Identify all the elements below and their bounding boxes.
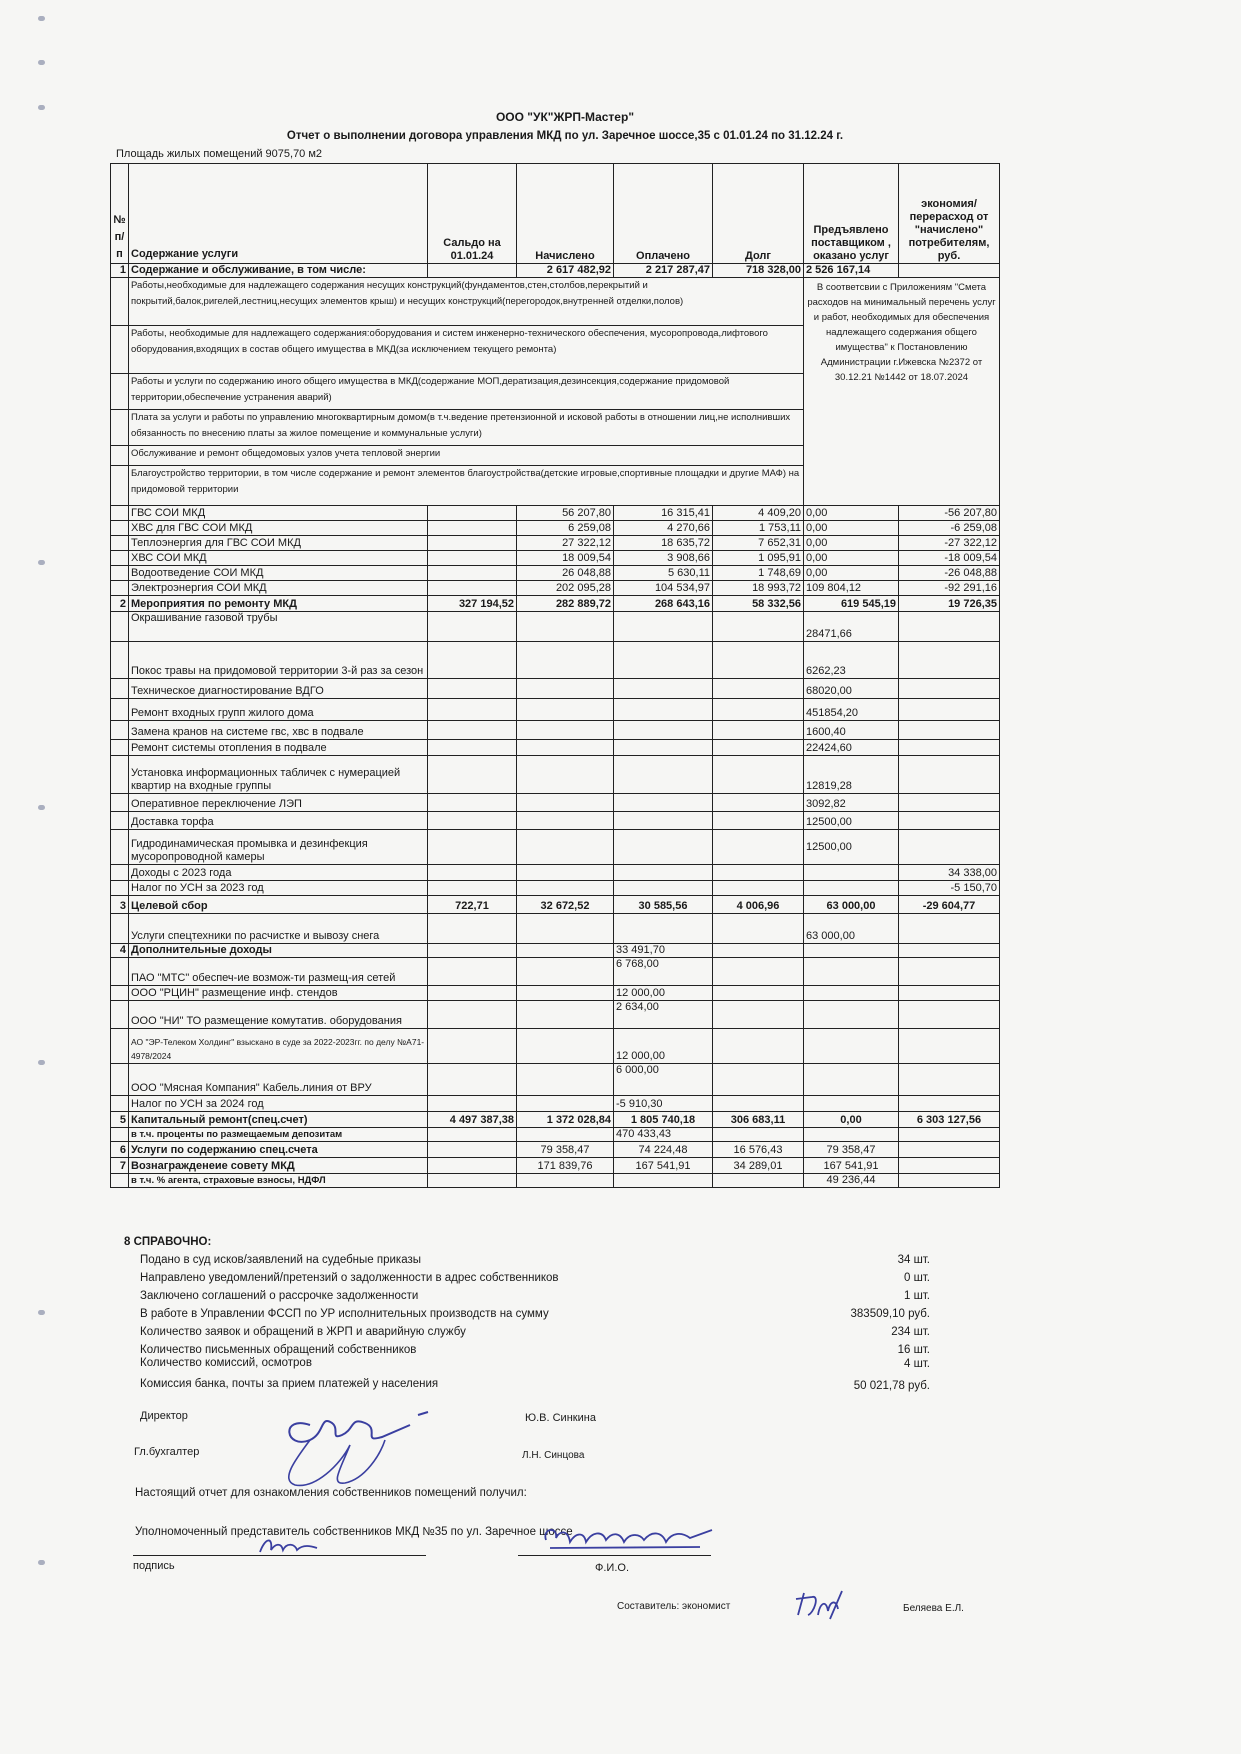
row-name: Дополнительные доходы xyxy=(129,944,428,958)
row-name: Мероприятия по ремонту МКД xyxy=(129,596,428,612)
table-row: ХВС для ГВС СОИ МКД 6 259,08 4 270,66 1 753,11 0,00 -6 259,08 xyxy=(111,521,1000,536)
compiler-signature xyxy=(790,1585,850,1625)
table-row: Доходы с 2023 года 34 338,00 xyxy=(111,865,1000,881)
table-row: Электроэнергия СОИ МКД 202 095,28 104 534,97 18 993,72 109 804,12 -92 291,16 xyxy=(111,581,1000,596)
row-name: Капитальный ремонт(спец.счет) xyxy=(129,1112,428,1128)
table-row: Водоотведение СОИ МКД 26 048,88 5 630,11 1 748,69 0,00 -26 048,88 xyxy=(111,566,1000,581)
table-row: ПАО "МТС" обеспеч-ие возмож-ти размещ-ия сетей 6 768,00 xyxy=(111,958,1000,986)
table-row: ООО "НИ" ТО размещение комутатив. оборудования 2 634,00 xyxy=(111,1001,1000,1029)
table-row: Гидродинамическая промывка и дезинфекция мусоропроводной камеры 12500,00 xyxy=(111,830,1000,865)
fio-label: Ф.И.О. xyxy=(595,1562,629,1574)
table-row: Теплоэнергия для ГВС СОИ МКД 27 322,12 18 635,72 7 652,31 0,00 -27 322,12 xyxy=(111,536,1000,551)
owner-fio-handwriting xyxy=(540,1520,720,1556)
work-item: Благоустройство территории, в том числе содержание и ремонт элементов благоустройства(детские игровые,спортивные площадки и другие МАФ) на придомовой территории xyxy=(129,466,804,506)
col-header-service: Содержание услуги xyxy=(129,164,428,264)
table-row: 7 Вознагражденеие совету МКД 171 839,76 167 541,91 34 289,01 167 541,91 xyxy=(111,1158,1000,1174)
table-row: 2 Мероприятия по ремонту МКД 327 194,52 282 889,72 268 643,16 58 332,56 619 545,19 19 726,35 xyxy=(111,596,1000,612)
scan-speck xyxy=(38,1060,45,1065)
table-row: 1 Содержание и обслуживание, в том числе: 2 617 482,92 2 217 287,47 718 328,00 2 526 167,14 xyxy=(111,264,1000,278)
report-table xyxy=(110,163,1000,1188)
table-row xyxy=(111,278,1000,326)
work-item: Работы и услуги по содержанию иного общего имущества в МКД(содержание МОП,дератизация,дезинсекция,содержание придомовой территории,обеспечение устранения аварий) xyxy=(129,374,804,410)
scan-speck xyxy=(38,1560,45,1565)
row-name: Услуги по содержанию спец.счета xyxy=(129,1142,428,1158)
table-row: в т.ч. проценты по размещаемым депозитам 470 433,43 xyxy=(111,1128,1000,1142)
table-row: Окрашивание газовой трубы 28471,66 xyxy=(111,612,1000,642)
table-row: ХВС СОИ МКД 18 009,54 3 908,66 1 095,91 0,00 -18 009,54 xyxy=(111,551,1000,566)
owner-signature xyxy=(255,1530,325,1560)
report-page: ООО "УК"ЖРП-Мастер" Отчет о выполнении договора управления МКД по ул. Заречное шоссе,35 с 01.01.24 по 31.12.24 г. Площадь жилых помещений 9075,70 м2 № п/п Содержание услуги Сальдо на 01.01.24 Начислено Оплачено Долг Предъявлено поставщиком , оказано услуг экономия/перерасход от "начислено" потребителям, руб. 1 Содержание и обслуживание, в том числе: 2 617 482,92 2 217 287,47 718 328,00 2 526 167,14 Работы,необходимые для надлежащего содержания несущих конструкций(фундаментов,стен,столбов,перекрытий и покрытий,балок,ригелей,лестниц,несущих элементов крыш) и несущих конструкций(перегородок,внутренней отделки,полов) В соответсвии с Приложениям "Смета расходов на минимальный перечень услуг и работ, необходимых для обеспечения надлежащего содержания общего имущества" к Постановлению Администрации г.Ижевска №2372 от 30.12.21 №1442 от 18.07.2024 Работы, необходимые для надлежащего содержания:оборудования и систем инженерно-технического обеспечения, мусоропровода,лифтового оборудования,входящих в состав общего имущества в МКД(за исключением текущего ремонта) Работы и услуги по содержанию иного общего имущества в МКД(содержание МОП,дератизация,дезинсекция,содержание придомовой территории,обеспечение устранения аварий) Плата за услуги и работы по управлению многоквартирным домом(в т.ч.ведение претензионной и исковой работы в отношении лиц,не исполнивших обязанность по внесению платы за жилое помещение и коммунальные услуги) Обслуживание и ремонт общедомовых узлов учета тепловой энергии Благоустройство территории, в том числе содержание и ремонт элементов благоустройства(детские игровые,спортивные площадки и другие МАФ) на придомовой территории ГВС СОИ МКД 56 207,80 16 315,41 4 409,20 0,00 -56 207,80 ХВС для ГВС СОИ МКД 6 259,08 4 270,66 1 753,11 0,00 -6 259,08 Теплоэнергия для ГВС СОИ МКД 27 322,12 18 635,72 7 652,31 0,00 -27 322,12 ХВС СОИ МКД 18 009,54 3 908,66 1 095,91 0,00 -18 009,54 Водоотведение СОИ МКД 26 048,88 5 630,11 1 748,69 0,00 -26 048,88 Электроэнергия СОИ МКД 202 095,28 104 534,97 18 993,72 109 804,12 -92 291,16 2 Мероприятия по ремонту МКД 327 194,52 282 889,72 268 643,16 58 332,56 619 545,19 19 726,35 Окрашивание газовой трубы 28471,66 Покос травы на придомовой территории 3-й раз за сезон 6262,23 Техническое диагностирование ВДГО 68020,00 Ремонт входных групп жилого дома 451854,20 Замена кранов на системе гвс, хвс в подвале 1600,40 Ремонт системы отопления в подвале 22424,60 Установка информационных табличек с нумерацией квартир на входные группы 12819,28 Оперативное переключение ЛЭП 3092,82 Доставка торфа 12500,00 Гидродинамическая промывка и дезинфекция мусоропроводной камеры 12500,00 Доходы с 2023 года 34 338,00 Налог по УСН за 2023 год -5 150,70 3 Целевой сбор 722,71 32 672,52 30 585,56 4 006,96 63 000,00 -29 604,77 Услуги спецтехники по расчистке и вывозу снега 63 000,00 4 Дополнительные доходы 33 491,70 ПАО "МТС" обеспеч-ие возмож-ти размещ-ия сетей 6 768,00 ООО "РЦИН" размещение инф. стендов 12 000,00 ООО "НИ" ТО размещение комутатив. оборудования 2 634,00 АО "ЭР-Телеком Холдинг" взыскано в суде за 2022-2023гг. по делу №А71-4978/2024 12 000,00 ООО "Мясная Компания" Кабель.линия от ВРУ 6 000,00 Налог по УСН за 2024 год -5 910,30 5 Капитальный ремонт(спец.счет) 4 497 387,38 1 372 028,84 1 805 740,18 306 683,11 0,00 6 303 127,56 в т.ч. проценты по размещаемым депозитам 470 433,43 6 Услуги по содержанию спец.счета 79 358,47 74 224,48 16 576,43 79 358,47 7 Вознагражденеие совету МКД 171 839,76 167 541,91 34 289,01 167 541,91 в т.ч. % агента, страховые взносы, НДФЛ 49 236,44 8 СПРАВОЧНО: Подано в суд исков/заявлений на судебные приказы 34 шт. Направлено уведомлений/претензий о задолженности в адрес собственников 0 шт. Заключено соглашений о рассрочке задолженности 1 шт. В работе в Управлении ФССП по УР исполнительных производств на сумму 383509,10 руб. Количество заявок и обращений в ЖРП и аварийную службу 234 шт. Количество письменных обращений собственников 16 шт. Количество комиссий, осмотров 4 шт. Комиссия банка, почты за прием платежей у населения 50 021,78 руб. Директор Ю.В. Синкина Гл.бухгалтер Л.Н. Синцова Настоящий отчет для ознакомления собственников помещений получил: Уполномоченный представитель собственников МКД №35 по ул. Заречное шоссе подпись Ф.И.О. Составитель: экономист Беляева Е.Л. xyxy=(0,0,1241,1754)
table-row: 6 Услуги по содержанию спец.счета 79 358,47 74 224,48 16 576,43 79 358,47 xyxy=(111,1142,1000,1158)
company-title: ООО "УК"ЖРП-Мастер" xyxy=(495,110,635,124)
work-item: Плата за услуги и работы по управлению многоквартирным домом(в т.ч.ведение претензионной и исковой работы в отношении лиц,не исполнивших обязанность по внесению платы за жилое помещение и коммунальные услуги) xyxy=(129,410,804,446)
reference-heading: 8 СПРАВОЧНО: xyxy=(124,1236,212,1248)
table-header xyxy=(111,164,1000,264)
table-row: Покос травы на придомовой территории 3-й раз за сезон 6262,23 xyxy=(111,642,1000,679)
col-header-debt: Долг xyxy=(713,164,804,264)
accountant-label: Гл.бухгалтер xyxy=(134,1446,200,1458)
col-header-no: № п/п xyxy=(111,164,129,264)
scan-speck xyxy=(38,805,45,810)
table-row: Замена кранов на системе гвс, хвс в подвале 1600,40 xyxy=(111,721,1000,740)
table-row: Оперативное переключение ЛЭП 3092,82 xyxy=(111,794,1000,812)
scan-speck xyxy=(38,60,45,65)
scan-speck xyxy=(38,560,45,565)
table-row: Ремонт системы отопления в подвале 22424,60 xyxy=(111,740,1000,756)
reference-note: В соответсвии с Приложениям "Смета расходов на минимальный перечень услуг и работ, необходимых для обеспечения надлежащего содержания общего имущества" к Постановлению Администрации г.Ижевска №2372 от 30.12.21 №1442 от 18.07.2024 xyxy=(804,278,1000,506)
table-row: ООО "РЦИН" размещение инф. стендов 12 000,00 xyxy=(111,986,1000,1001)
table-row: АО "ЭР-Телеком Холдинг" взыскано в суде за 2022-2023гг. по делу №А71-4978/2024 12 000,00 xyxy=(111,1029,1000,1064)
table-row: 4 Дополнительные доходы 33 491,70 xyxy=(111,944,1000,958)
received-text: Настоящий отчет для ознакомления собственников помещений получил: xyxy=(135,1487,527,1499)
row-name: Содержание и обслуживание, в том числе: xyxy=(129,264,428,278)
signature-scribble xyxy=(270,1385,440,1495)
living-area: Площадь жилых помещений 9075,70 м2 xyxy=(116,148,323,160)
col-header-economy: экономия/перерасход от "начислено" потребителям, руб. xyxy=(899,164,1000,264)
table-row: Техническое диагностирование ВДГО 68020,00 xyxy=(111,679,1000,699)
scan-speck xyxy=(38,1310,45,1315)
row-name: Целевой сбор xyxy=(129,896,428,914)
report-title: Отчет о выполнении договора управления МКД по ул. Заречное шоссе,35 с 01.01.24 по 31.12.24 г. xyxy=(286,130,844,142)
table-row: ГВС СОИ МКД 56 207,80 16 315,41 4 409,20 0,00 -56 207,80 xyxy=(111,506,1000,521)
table-row: Доставка торфа 12500,00 xyxy=(111,812,1000,830)
scan-speck xyxy=(38,16,45,21)
col-header-paid: Оплачено xyxy=(614,164,713,264)
table-row: Налог по УСН за 2024 год -5 910,30 xyxy=(111,1096,1000,1112)
row-name: Вознагражденеие совету МКД xyxy=(129,1158,428,1174)
table-row: Ремонт входных групп жилого дома 451854,20 xyxy=(111,699,1000,721)
col-header-presented: Предъявлено поставщиком , оказано услуг xyxy=(804,164,899,264)
compiler-label: Составитель: экономист xyxy=(617,1601,731,1612)
table-row: Установка информационных табличек с нумерацией квартир на входные группы 12819,28 xyxy=(111,756,1000,794)
accountant-name: Л.Н. Синцова xyxy=(522,1450,585,1461)
work-item: Работы,необходимые для надлежащего содержания несущих конструкций(фундаментов,стен,столбов,перекрытий и покрытий,балок,ригелей,лестниц,несущих элементов крыш) и несущих конструкций(перегородок,внутренней отделки,полов) xyxy=(129,278,804,326)
sign-label: подпись xyxy=(133,1560,175,1572)
col-header-charged: Начислено xyxy=(517,164,614,264)
table-row: Услуги спецтехники по расчистке и вывозу снега 63 000,00 xyxy=(111,914,1000,944)
work-item: Обслуживание и ремонт общедомовых узлов учета тепловой энергии xyxy=(129,446,804,466)
table-row: 5 Капитальный ремонт(спец.счет) 4 497 387,38 1 372 028,84 1 805 740,18 306 683,11 0,00 6 303 127,56 xyxy=(111,1112,1000,1128)
table-row: ООО "Мясная Компания" Кабель.линия от ВРУ 6 000,00 xyxy=(111,1064,1000,1096)
col-header-saldo: Сальдо на 01.01.24 xyxy=(428,164,517,264)
table-row: в т.ч. % агента, страховые взносы, НДФЛ 49 236,44 xyxy=(111,1174,1000,1188)
work-item: Работы, необходимые для надлежащего содержания:оборудования и систем инженерно-технического обеспечения, мусоропровода,лифтового оборудования,входящих в состав общего имущества в МКД(за исключением текущего ремонта) xyxy=(129,326,804,374)
representative-text: Уполномоченный представитель собственников МКД №35 по ул. Заречное шоссе xyxy=(135,1526,573,1538)
table-row: 3 Целевой сбор 722,71 32 672,52 30 585,56 4 006,96 63 000,00 -29 604,77 xyxy=(111,896,1000,914)
director-name: Ю.В. Синкина xyxy=(525,1412,596,1424)
director-label: Директор xyxy=(140,1410,188,1422)
compiler-name: Беляева Е.Л. xyxy=(903,1603,964,1614)
table-row: Налог по УСН за 2023 год -5 150,70 xyxy=(111,881,1000,896)
